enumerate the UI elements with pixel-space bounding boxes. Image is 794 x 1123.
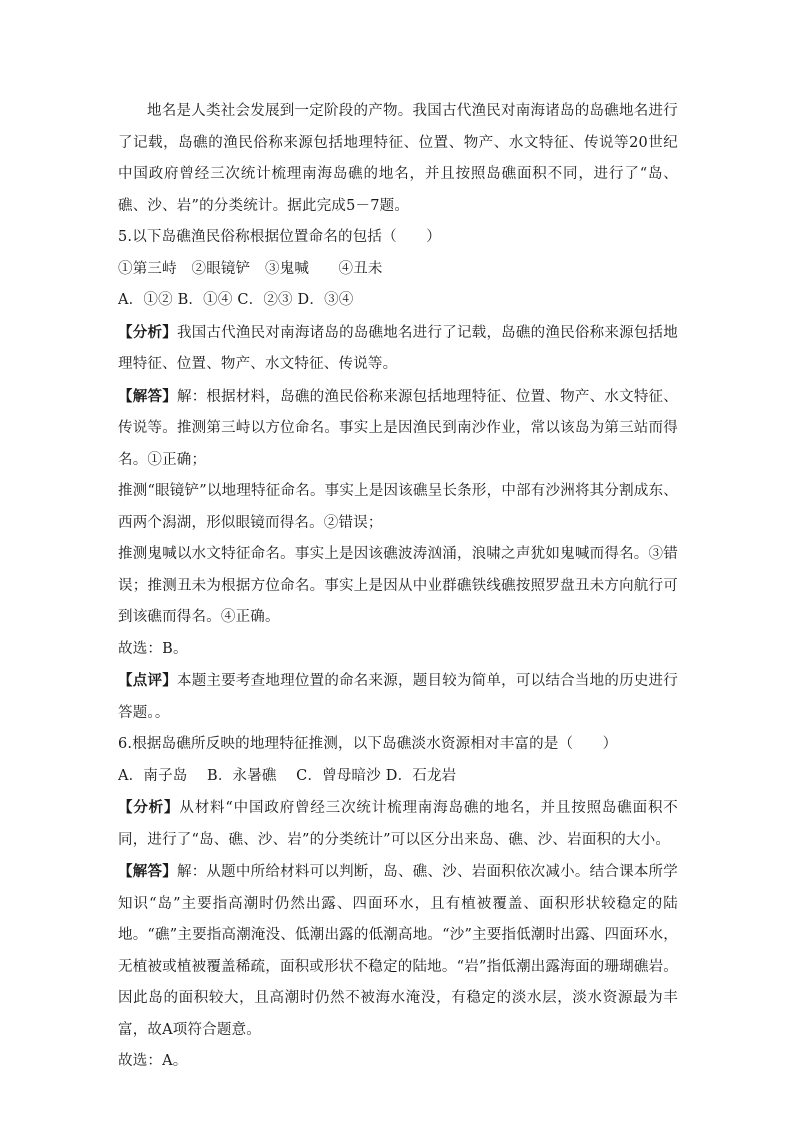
question-5-analysis <box>118 317 678 381</box>
question-5-choice: 故选：B。 <box>118 640 188 657</box>
question-6-answer <box>118 856 678 1046</box>
analysis-tag: 【分析】 <box>118 799 180 816</box>
analysis-text: 从材料“中国政府曾经三次统计梳理南海岛礁的地名，并且按照岛礁面积不同，进行了“岛、礁、沙、岩”的分类统计”可以区分出来岛、礁、沙、岩面积的大小。 <box>118 800 678 848</box>
question-5-answer-3: 推测鬼喊以水文特征命名。事实上是因该礁波涛汹涌，浪啸之声犹如鬼喊而得名。③错误；推测丑未为根据方位命名。事实上是因从中业群礁铁线礁按照罗盘丑未方向航行可到该礁而得名。④正确。 <box>118 546 678 625</box>
question-5-answer-2: 推测“眼镜铲”以地理特征命名。事实上是因该礁呈长条形，中部有沙洲将其分割成东、西两个潟湖，形似眼镜而得名。②错误； <box>118 483 678 531</box>
document-page <box>118 96 678 1078</box>
comment-text: 本题主要考查地理位置的命名来源，题目较为简单，可以结合当地的历史进行答题。。 <box>118 673 678 721</box>
question-5-answer <box>118 381 678 477</box>
analysis-text: 我国古代渔民对南海诸岛的岛礁地名进行了记载，岛礁的渔民俗称来源包括地理特征、位置、物产、水文特征、传说等。 <box>118 324 678 372</box>
question-6-stem: 6.根据岛礁所反映的地理特征推测，以下岛礁淡水资源相对丰富的是（ ） <box>118 736 618 752</box>
answer-text: 解：根据材料，岛礁的渔民俗称来源包括地理特征、位置、物产、水文特征、传说等。推测第三峙以方位命名。事实上是因渔民到南沙作业，常以该岛为第三站而得名。①正确； <box>118 388 678 468</box>
answer-tag: 【解答】 <box>118 387 177 405</box>
answer-text: 解：从题中所给材料可以判断，岛、礁、沙、岩面积依次减小。结合课本所学知识“岛”主要指高潮时仍然出露、四面环水，且有植被覆盖、面积形状较稳定的陆地。“礁”主要指高潮淹没、低潮出露的低潮高地。“沙”主要指低潮时出露、四面环水，无植被或植被覆盖稀疏，面积或形状不稳定的陆地。“岩”指低潮出露海面的珊瑚礁岩。因此岛的面积较大，且高潮时仍然不被海水淹没，有稳定的淡水层，淡水资源最为丰富，故A项符合题意。 <box>118 864 678 1038</box>
question-6-options: A．南子岛 B．永暑礁 C．曾母暗沙 D．石龙岩 <box>118 767 457 784</box>
answer-tag: 【解答】 <box>118 863 177 880</box>
question-5-items: ①第三峙 ②眼镜铲 ③鬼喊 ④丑未 <box>118 260 383 277</box>
question-6-analysis <box>118 792 678 856</box>
question-5-comment <box>118 665 678 729</box>
question-5-options: A．①② B．①④ C．②③ D．③④ <box>118 292 354 308</box>
comment-tag: 【点评】 <box>118 672 177 689</box>
question-5-stem: 5.以下岛礁渔民俗称根据位置命名的包括（ ） <box>118 229 441 245</box>
intro-paragraph: 地名是人类社会发展到一定阶段的产物。我国古代渔民对南海诸岛的岛礁地名进行了记载，岛礁的渔民俗称来源包括地理特征、位置、物产、水文特征、传说等20世纪中国政府曾经三次统计梳理南海岛礁的地名，并且按照岛礁面积不同，进行了“岛、礁、沙、岩”的分类统计。据此完成5－7题。 <box>118 103 678 214</box>
analysis-tag: 【分析】 <box>118 323 177 341</box>
question-6-choice: 故选：A。 <box>118 1053 188 1069</box>
